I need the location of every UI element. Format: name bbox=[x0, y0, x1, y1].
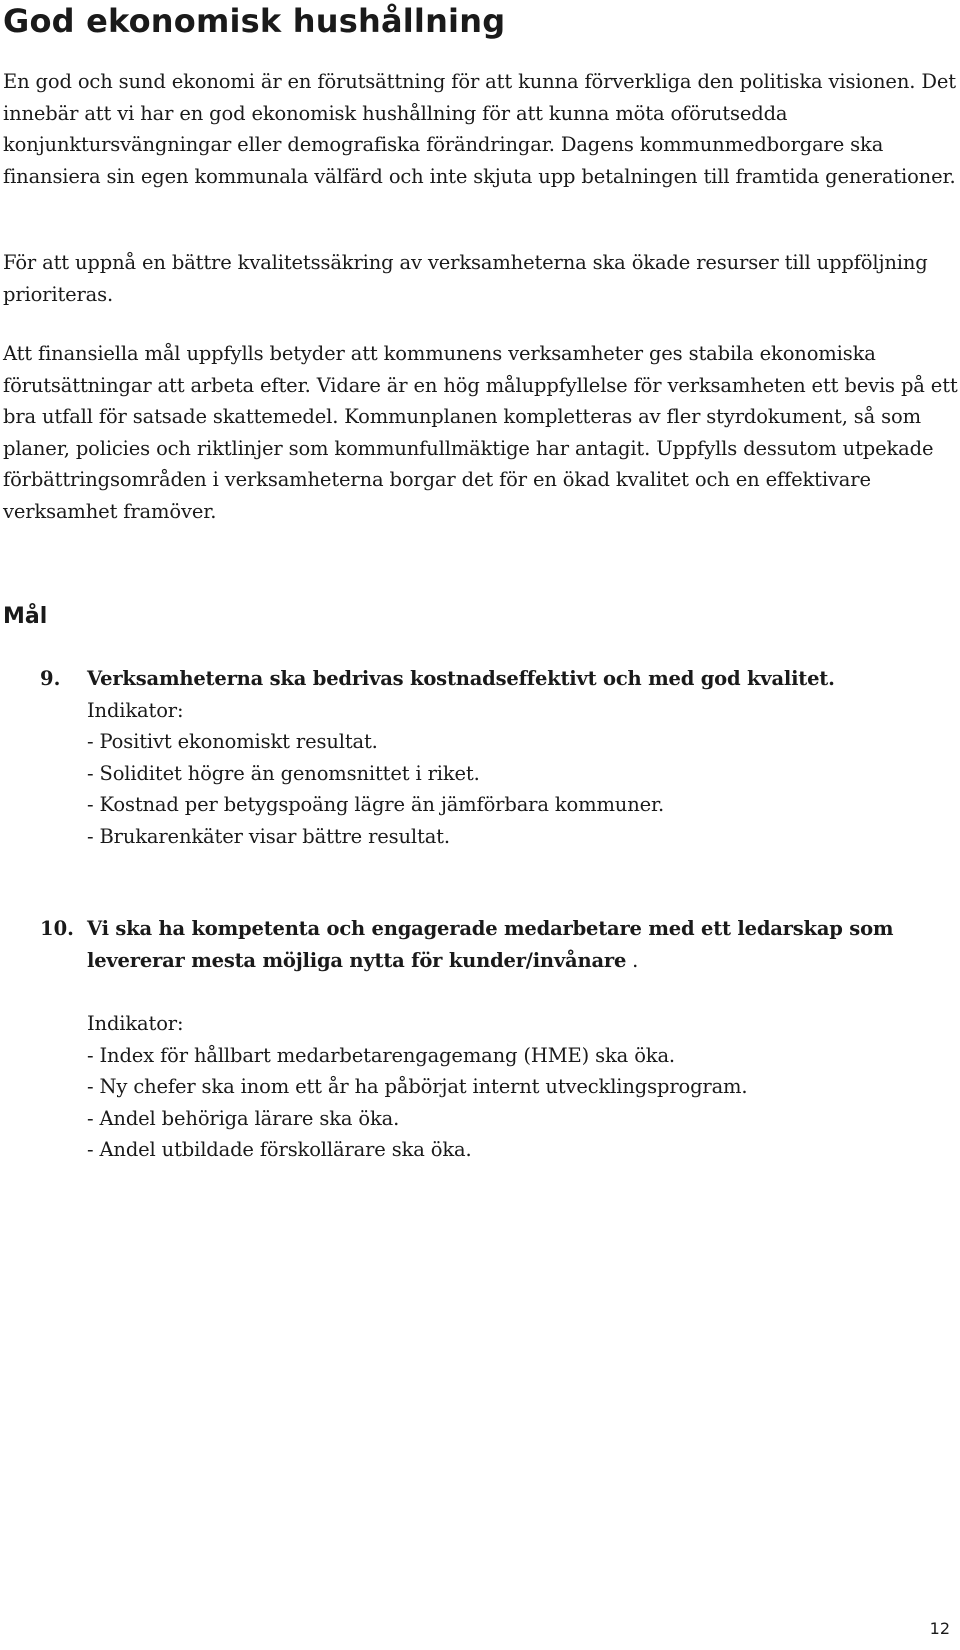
section-heading-goals: Mål bbox=[3, 604, 48, 629]
goal-title bbox=[87, 913, 958, 976]
paragraph-quality: För att uppnå en bättre kvalitetssäkring av verksamheterna ska ökade resurser till uppföljning prioriteras. bbox=[3, 251, 928, 306]
goal-title-text: Verksamheterna ska bedrivas kostnadseffektivt och med god kvalitet. bbox=[87, 667, 835, 690]
page-title: God ekonomisk hushållning bbox=[3, 2, 506, 40]
goal-number: 9. bbox=[40, 667, 61, 690]
indicator-item: - Andel behöriga lärare ska öka. bbox=[87, 1106, 400, 1130]
paragraph-financial-goals: Att finansiella mål uppfylls betyder att kommunens verksamheter ges stabila ekonomiska förutsättningar att arbeta efter. Vidare är en hög måluppfyllelse för verksamheten ett bevis på ett bra utfall för satsade skattemedel. Kommunplanen kompletteras av fler styrdokument, så som planer, policies och riktlinjer som kommunfullmäktige har antagit. Uppfylls dessutom utpekade förbättringsområden i verksamheterna borgar det för en ökad kvalitet och en effektivare verksamhet framöver. bbox=[3, 342, 958, 523]
indicator-item: - Index för hållbart medarbetarengagemang (HME) ska öka. bbox=[87, 1043, 675, 1067]
paragraph-intro: En god och sund ekonomi är en förutsättning för att kunna förverkliga den politiska visionen. Det innebär att vi har en god ekonomisk hushållning för att kunna möta oförutsedda konjunktursvängningar eller demografiska förändringar. Dagens kommunmedborgare ska finansiera sin egen kommunala välfärd och inte skjuta upp betalningen till framtida generationer. bbox=[3, 70, 956, 188]
indicator-item: - Brukarenkäter visar bättre resultat. bbox=[87, 824, 450, 848]
goal-title-suffix: . bbox=[626, 948, 639, 972]
goal-number: 10. bbox=[40, 917, 74, 940]
goal-item bbox=[87, 663, 958, 852]
indicator-item: - Positivt ekonomiskt resultat. bbox=[87, 730, 378, 753]
page-number: 12 bbox=[929, 1619, 950, 1638]
goal-title bbox=[87, 663, 958, 695]
spacer bbox=[87, 976, 958, 1008]
goal-item bbox=[87, 913, 958, 1166]
indicator-item: - Kostnad per betygspoäng lägre än jämförbara kommuner. bbox=[87, 793, 665, 816]
indicator-item: - Andel utbildade förskollärare ska öka. bbox=[87, 1138, 472, 1161]
indicator-label: Indikator: bbox=[87, 698, 184, 722]
indicator-item: - Ny chefer ska inom ett år ha påbörjat internt utvecklingsprogram. bbox=[87, 1075, 748, 1098]
goal-title-text: Vi ska ha kompetenta och engagerade medarbetare med ett ledarskap som levererar mesta möjliga nytta för kunder/invånare bbox=[87, 917, 894, 972]
indicator-label: Indikator: bbox=[87, 1012, 184, 1035]
indicator-item: - Soliditet högre än genomsnittet i riket. bbox=[87, 761, 480, 785]
